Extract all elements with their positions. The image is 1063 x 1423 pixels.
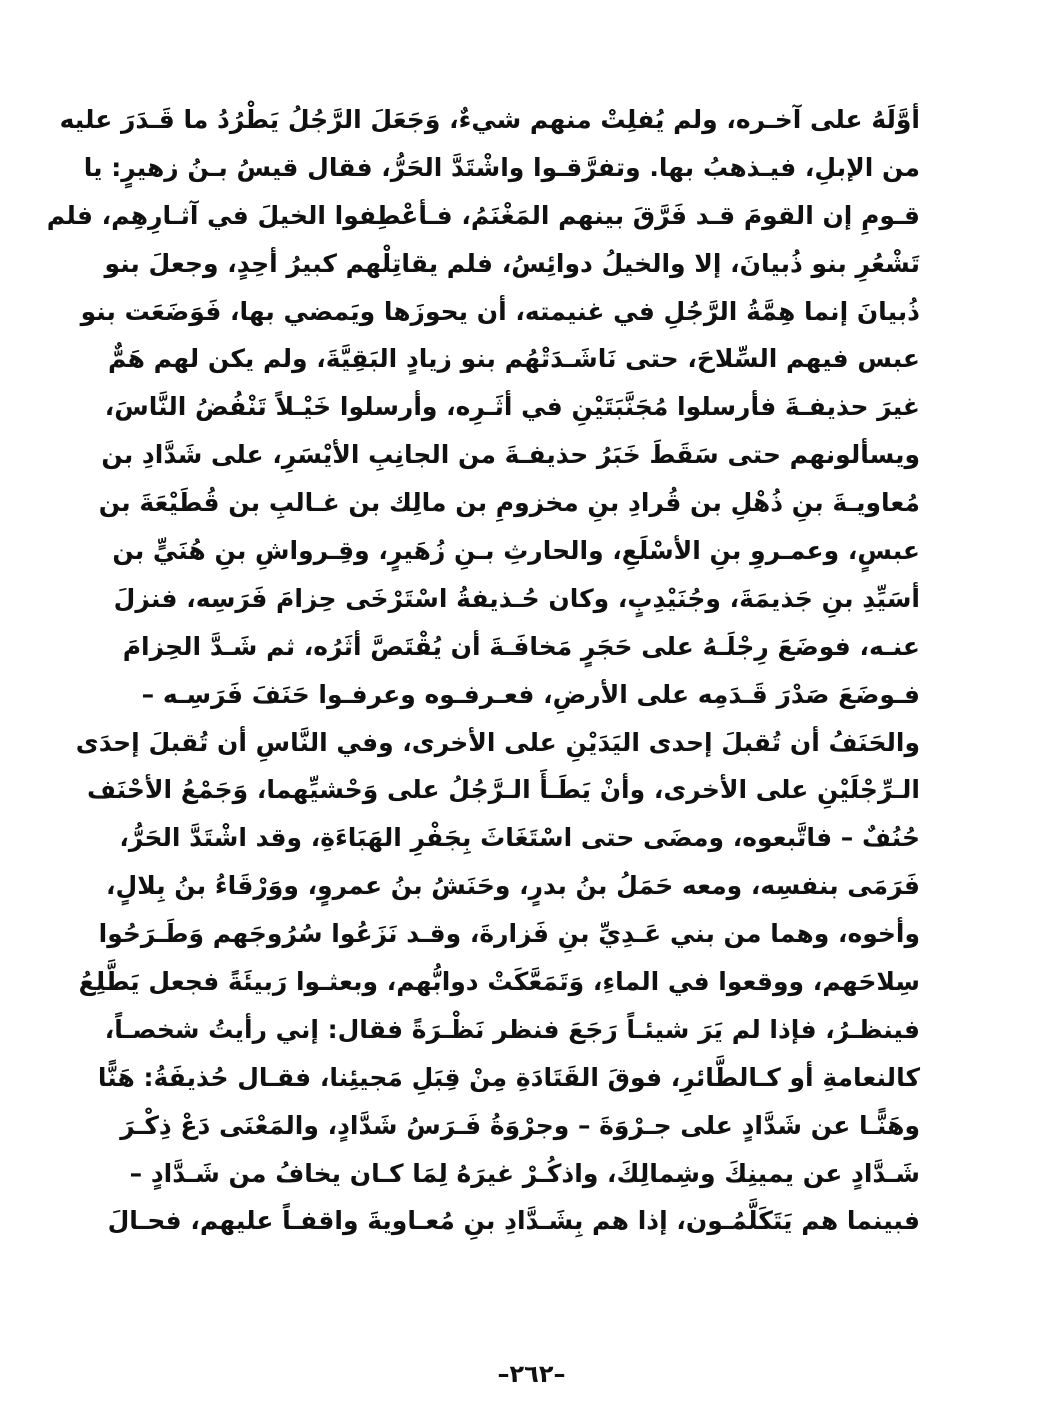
text-line: أسَيِّدِ بنِ جَذيمَةَ، وجُنَيْدِبٍ، وكان حُـذيفةُ اسْتَرْخَى حِزامَ فَرَسِه، فنزلَ <box>113 583 920 613</box>
text-line: قـومِ إن القومَ قـد فَرَّقَ بينهم المَغْنَمُ، فـأعْطِفوا الخيلَ في آثـارِهِم، فلم <box>46 200 920 230</box>
text-line: الـرِّجْلَيْنِ على الأخرى، وأنْ يَطَـأَ الـرَّجُلُ على وَحْشيِّهما، وَجَمْعُ الأحْنَف <box>86 775 920 805</box>
text-line: ويسألونهم حتى سَقَطَ خَبَرُ حذيفـةَ من الجانِبِ الأيْسَرِ، على شَدَّادِ بن <box>101 440 920 470</box>
text-line: غيرَ حذيفـةَ فأرسلوا مُجَنَّبَتَيْنِ في أثَـرِه، وأرسلوا خَيْـلاً تَنْفُضُ النَّاسَ، <box>104 392 920 422</box>
text-line: من الإبلِ، فيـذهبُ بها. وتفرَّقـوا واشْتَدَّ الحَرُّ، فقال قيسُ بـنُ زهيرٍ: يا <box>83 152 920 182</box>
text-line: عبسٍ، وعمـروِ بنِ الأسْلَعِ، والحارثِ بـنِ زُهَيرٍ، وقِـرواشِ بنِ هُنَيٍّ بن <box>112 536 920 566</box>
page-number: –٢٦٢– <box>497 1360 566 1388</box>
text-line: حُنُفٌ – فاتَّبعوه، ومضَى حتى اسْتَغَاثَ بِجَفْرِ الهَبَاءَةِ، وقد اشْتَدَّ الحَرُّ، <box>119 823 920 853</box>
text-line: عنـه، فوضَعَ رِجْلَـهُ على حَجَرٍ مَخافَـةَ أن يُقْتَصَّ أثَرُه، ثم شَـدَّ الحِزامَ <box>122 631 920 661</box>
text-line: والحَنَفُ أن تُقبلَ إحدى اليَدَيْنِ على الأخرى، وفي النَّاسِ أن تُقبلَ إحدَى <box>75 727 920 757</box>
text-line: شَـدَّادٍ عن يمينِكَ وشِمالِكَ، واذكُـرْ غيرَهُ لِمَا كـان يخافُ من شَـدَّادٍ – <box>129 1158 920 1188</box>
text-line: فينظـرُ، فإذا لم يَرَ شيئـاً رَجَعَ فنظر نَظْـرَةً فقال: إني رأيتُ شخصـاً، <box>104 1014 920 1044</box>
text-line: فبينما هم يَتَكَلَّمُـون، إذا هم بِشَـدَّادِ بنِ مُعـاويةَ واقفـاً عليهم، فحـالَ <box>107 1206 920 1236</box>
text-line: وأخوه، وهما من بني عَـدِيِّ بنِ فَزارةَ، وقـد نَزَعُوا سُرُوجَهم وَطَـرَحُوا <box>98 919 920 949</box>
text-line: مُعاويـةَ بنِ ذُهْلِ بن قُرادِ بنِ مخزومِ بن مالِك بن غـالبِ بن قُطَيْعَةَ بن <box>98 488 920 518</box>
text-line: تَشْعُرِ بنو ذُبيانَ، إلا والخيلُ دوائِسُ، فلم يقاتِلْهم كبيرُ أحِدٍ، وجعلَ بنو <box>104 248 920 278</box>
text-line: عبس فيهم السِّلاحَ، حتى نَاشَـدَتْهُم بنو زيادٍ البَقِيَّةَ، ولم يكن لهم هَمٌّ <box>108 344 920 374</box>
text-line: أوَّلَهُ على آخـره، ولم يُفلِتْ منهم شيءٌ، وَجَعَلَ الرَّجُلُ يَطْرُدُ ما قَـدَرَ عليه <box>59 105 920 134</box>
text-line: كالنعامةِ أو كـالطَّائرِ، فوقَ القَتَادَةِ مِنْ قِبَلِ مَجيئِنا، فقـال حُذيفَةُ: هَنًّا <box>97 1062 920 1092</box>
text-line: سِلاحَهم، ووقعوا في الماءِ، وَتَمَعَّكَتْ دوابُّهم، وبعثـوا رَبيئَةً فجعل يَطَّلِعُ <box>78 967 920 997</box>
text-line: فـوضَعَ صَدْرَ قَـدَمِه على الأرضِ، فعـرفـوه وعرفـوا حَنَفَ فَرَسِـه – <box>141 679 920 709</box>
text-line: فَرَمَى بنفسِه، ومعه حَمَلُ بنُ بدرٍ، وحَنَشُ بنُ عمروٍ، ووَرْقَاءُ بنُ بِلالٍ، <box>106 871 920 901</box>
text-line: وهَنًّـا عن شَدَّادٍ على جـرْوَةَ – وجرْوَةُ فَـرَسُ شَدَّادٍ، والمَعْنَى دَعْ ذِكْـرَ <box>120 1110 920 1140</box>
body-text <box>46 96 920 1245</box>
text-line: ذُبيانَ إنما هِمَّةُ الرَّجُلِ في غنيمته، أن يحوزَها ويَمضي بها، فَوَضَعَت بنو <box>80 296 920 326</box>
